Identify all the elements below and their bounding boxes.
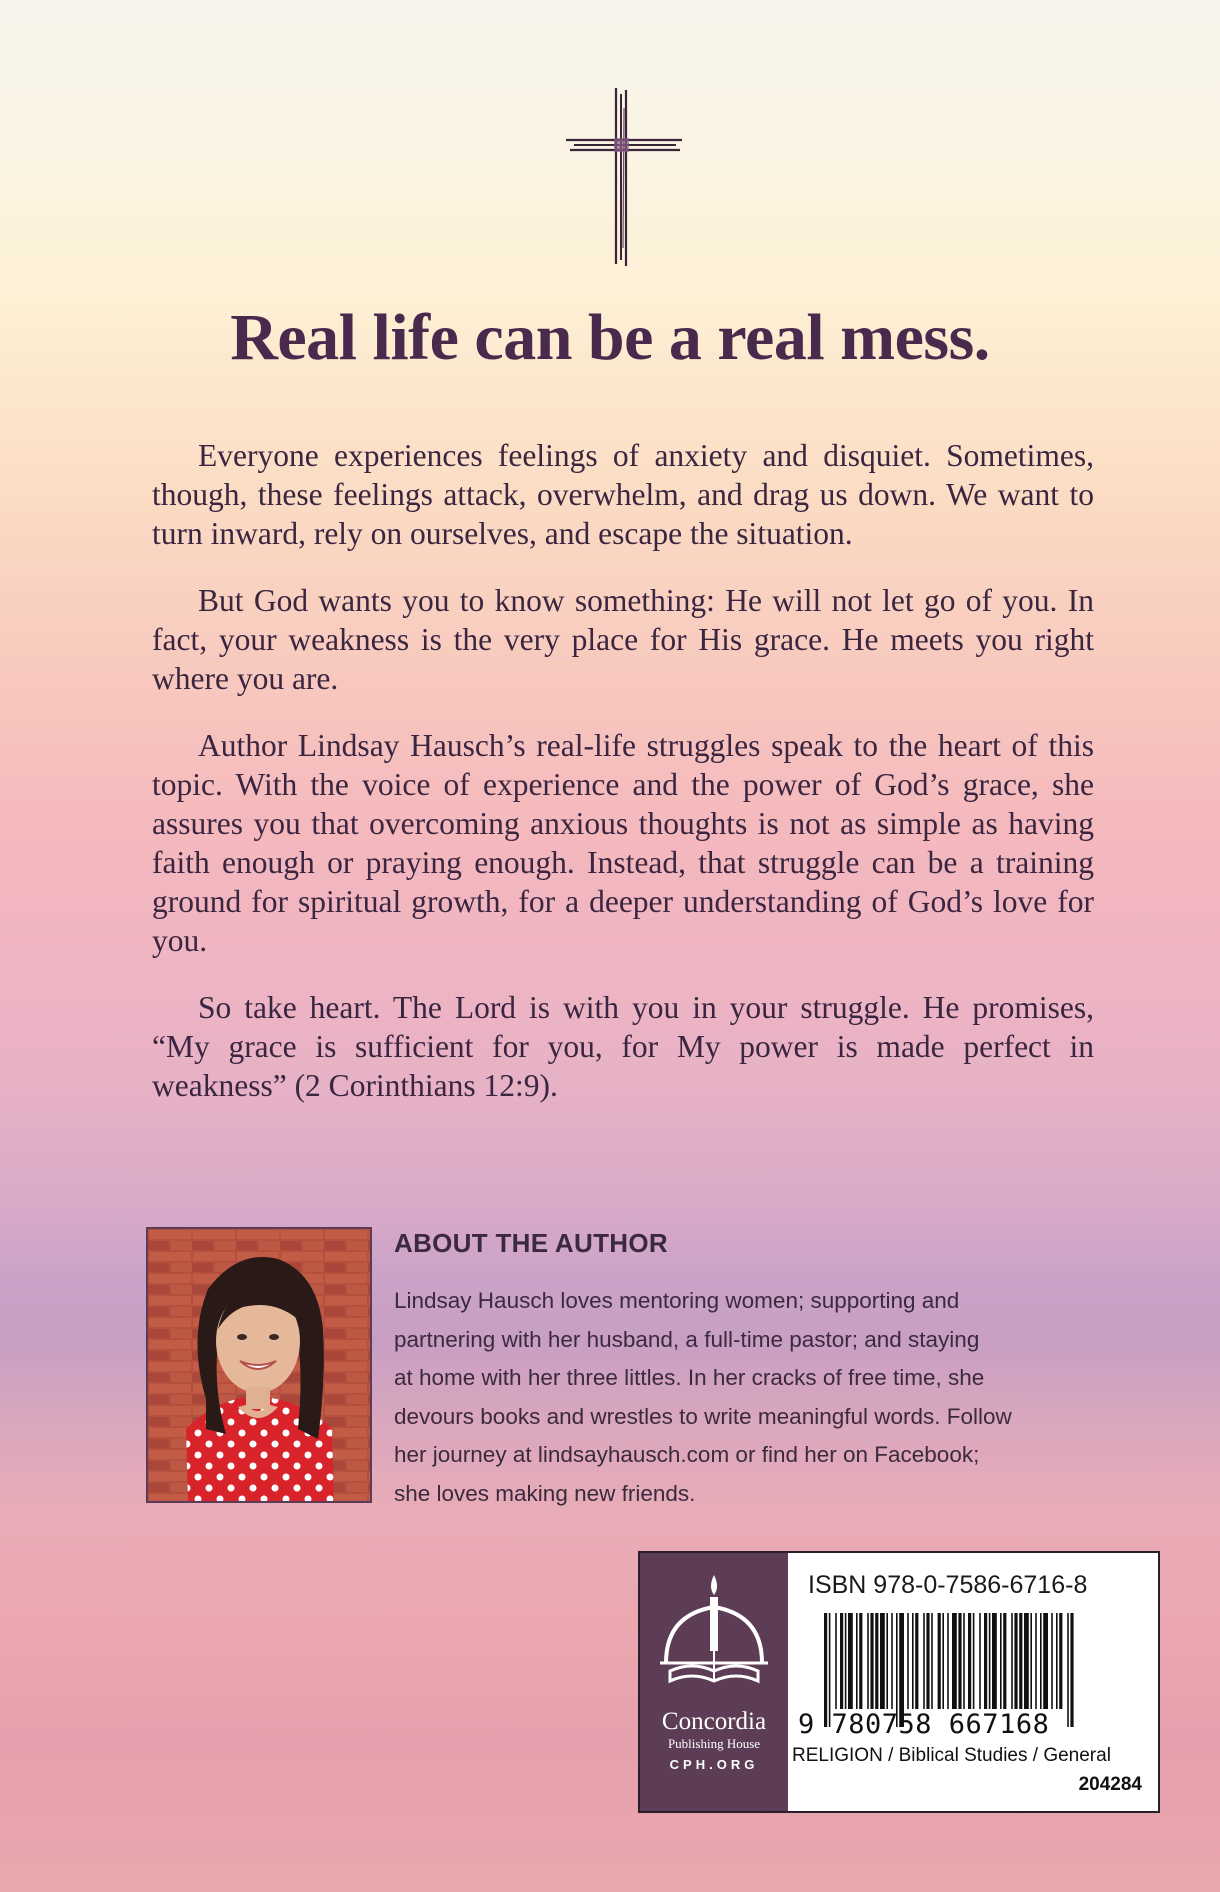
isbn-label: ISBN 978-0-7586-6716-8	[808, 1571, 1088, 1599]
about-author-title: ABOUT THE AUTHOR	[394, 1228, 668, 1258]
book-category: RELIGION / Biblical Studies / General	[792, 1745, 1111, 1766]
candle-book-icon	[640, 1553, 788, 1703]
description	[152, 436, 1094, 1133]
barcode-panel	[638, 1551, 1160, 1813]
about-line: she loves making new friends.	[394, 1480, 696, 1506]
barcode-digits: 9 780758 667168	[798, 1709, 1050, 1740]
product-code: 204284	[1078, 1774, 1142, 1795]
about-author-text	[394, 1282, 1114, 1513]
about-line: devours books and wrestles to write meaningful words. Follow	[394, 1403, 1012, 1429]
paragraph-1: Everyone experiences feelings of anxiety and disquiet. Sometimes, though, these feelings attack, overwhelm, and drag us down. We want to turn inward, rely on ourselves, and escape the situation.	[152, 438, 1094, 551]
about-line: her journey at lindsayhausch.com or find her on Facebook;	[394, 1442, 980, 1467]
headline: Real life can be a real mess.	[230, 301, 990, 374]
publisher-name: Concordia	[661, 1708, 767, 1735]
publisher-subtitle: Publishing House	[667, 1736, 761, 1751]
paragraph-2: But God wants you to know something: He will not let go of you. In fact, your weakness is the very place for His grace. He meets you right where you are.	[152, 583, 1094, 696]
about-line: at home with her three littles. In her cracks of free time, she	[394, 1365, 985, 1390]
about-line: partnering with her husband, a full-time pastor; and staying	[394, 1326, 980, 1352]
publisher-site: CPH.ORG	[669, 1757, 759, 1772]
about-line: Lindsay Hausch loves mentoring women; supporting and	[394, 1288, 960, 1313]
paragraph-4: So take heart. The Lord is with you in your struggle. He promises, “My grace is sufficient for you, for My power is made perfect in weakness” (2 Corinthians 12:9).	[152, 990, 1094, 1103]
author-portrait-image	[148, 1229, 370, 1501]
paragraph-3: Author Lindsay Hausch’s real-life struggles speak to the heart of this topic. With the voice of experience and the power of God’s grace, she assures you that overcoming anxious thoughts is not as simple as having faith enough or praying enough. Instead, that struggle can be a training ground for spiritual growth, for a deeper understanding of God’s love for you.	[152, 728, 1094, 958]
publisher-logo	[640, 1553, 788, 1811]
author-photo	[146, 1227, 372, 1503]
cross-icon	[564, 88, 684, 268]
